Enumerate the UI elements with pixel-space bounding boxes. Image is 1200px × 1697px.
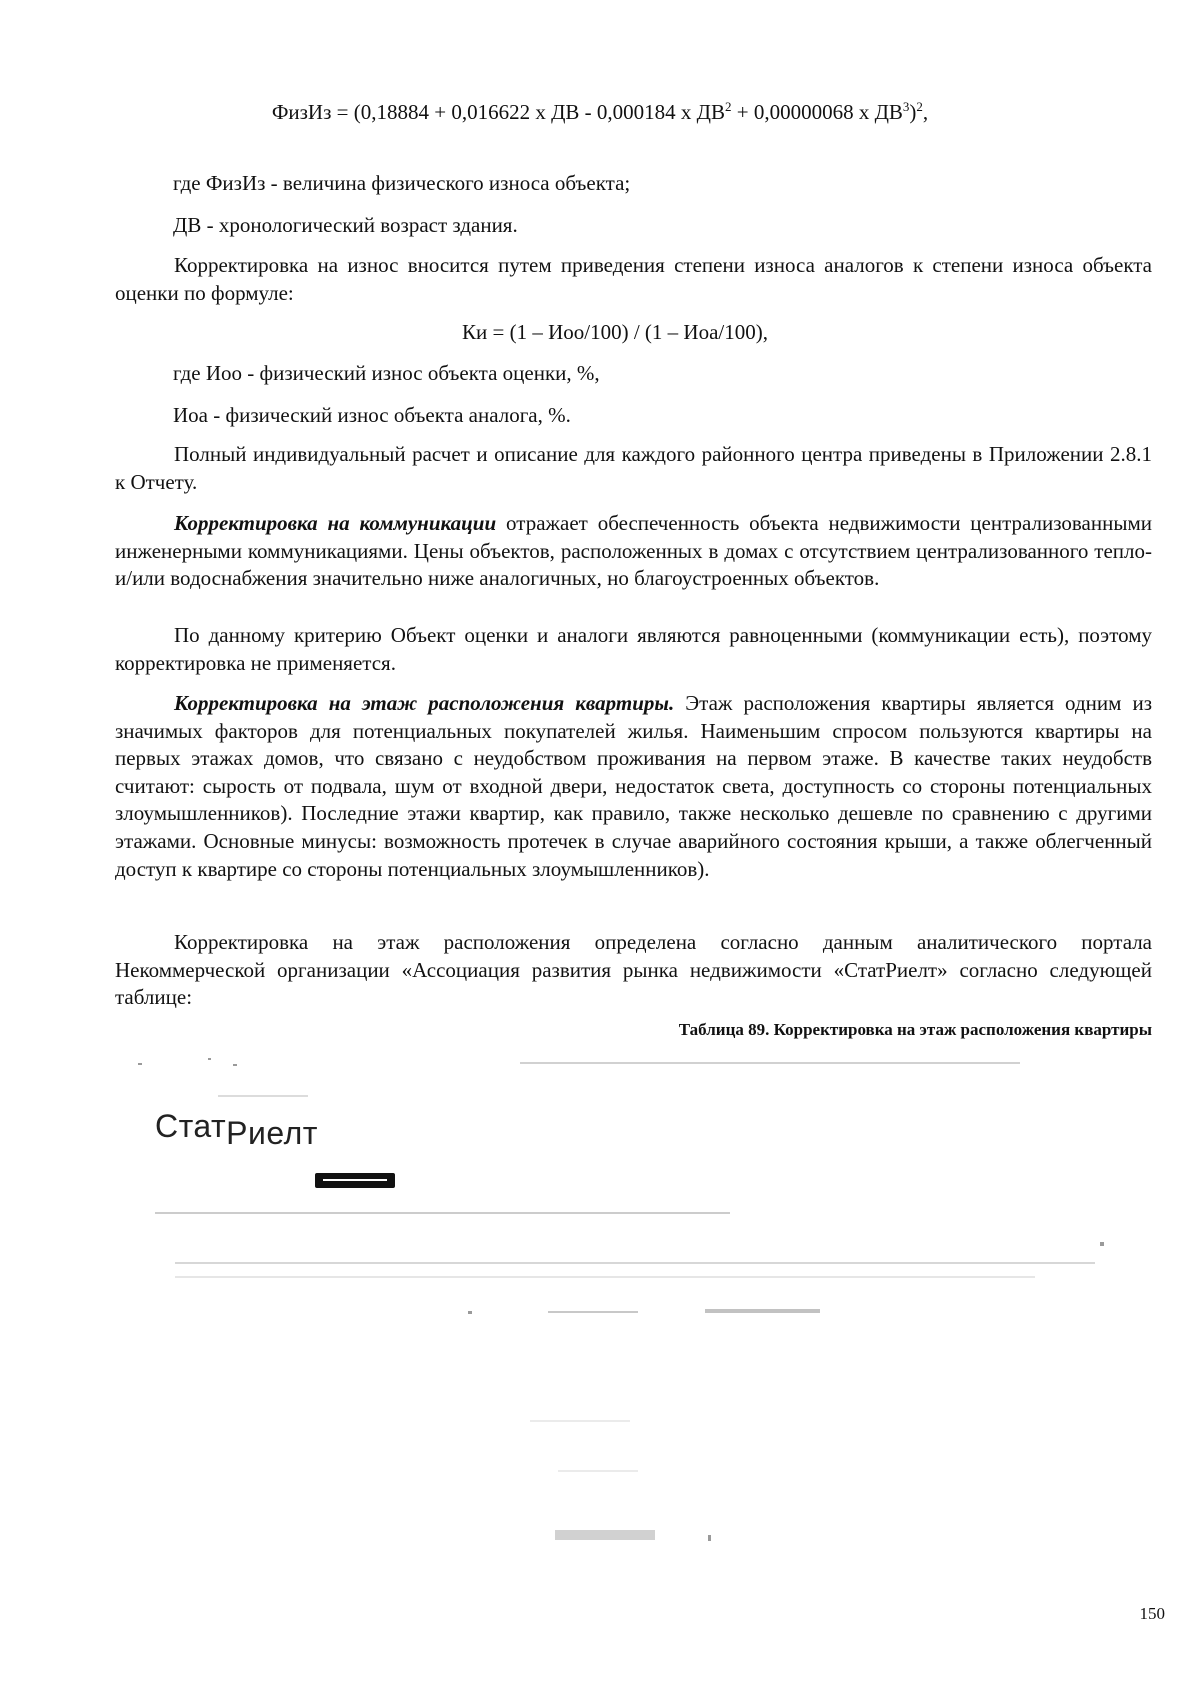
paragraph-text: Этаж расположения квартиры является одним из значимых факторов для потенциальных покупателей жилья. Наименьшим спросом пользуются квартиры на первых этажах домов, что связано с неудобством проживания на первом этаже. В качестве таких неудобств считают: сырость от подвала, шум от входной двери, недостаток света, доступность со стороны потенциальных злоумышленников). Последние этажи квартир, как правило, также несколько дешевле по сравнению с другими этажами. Основные минусы: возможность протечек в случае аварийного состояния крыши, а также облегченный доступ к квартире со стороны потенциальных злоумышленников). [115,691,1152,881]
formula-superscript: 2 [916,99,923,114]
statrielt-logo [155,1108,318,1151]
formula-text: + 0,00000068 х ДВ [731,100,903,124]
table-caption: Таблица 89. Корректировка на этаж расположения квартиры [678,1020,1152,1039]
definition-ioo: где Иоо - физический износ объекта оценки, %, [173,361,600,385]
logo-text: Стат [155,1108,227,1144]
definition-dv: ДВ - хронологический возраст здания. [173,213,518,237]
formula-text: ФизИз = (0,18884 + 0,016622 х ДВ - 0,000184 х ДВ [271,100,725,124]
paragraph-wear-adjustment: Корректировка на износ вносится путем приведения степени износа аналогов к степени износа объекта оценки по формуле: [115,253,1152,305]
redacted-bar [315,1173,395,1188]
paragraph-appendix-reference: Полный индивидуальный расчет и описание для каждого районного центра приведены в Приложении 2.8.1 к Отчету. [115,442,1152,494]
logo-text: Риелт [226,1115,318,1151]
definition-fiziz: где ФизИз - величина физического износа объекта; [173,171,631,195]
formula-superscript: 3 [902,99,910,114]
wear-coefficient-formula: Ки = (1 – Иоо/100) / (1 – Иоа/100), [462,320,768,344]
definition-ioa: Иоа - физический износ объекта аналога, %. [173,403,571,427]
formula-superscript: 2 [724,99,732,114]
paragraph-floor-source: Корректировка на этаж расположения определена согласно данным аналитического портала Некоммерческой организации «Ассоциация развития рынка недвижимости «СтатРиелт» согласно следующей таблице: [115,930,1152,1010]
formula-text: , [922,100,929,124]
paragraph-text: отражает обеспеченность объекта недвижимости централизованными инженерными коммуникациями. Цены объектов, расположенных в домах с отсутствием централизованного тепло- и/или водоснабжения значительно ниже аналогичных, но благоустроенных объектов. [115,511,1152,591]
paragraph-utilities-conclusion: По данному критерию Объект оценки и аналоги являются равноценными (коммуникации есть), поэтому корректировка не применяется. [115,623,1152,675]
heading-utilities-adjustment: Корректировка на коммуникации [174,511,497,535]
heading-floor-adjustment: Корректировка на этаж расположения квартиры. [174,691,675,715]
formula-text: ) [909,100,917,124]
page-number: 150 [1139,1604,1165,1623]
